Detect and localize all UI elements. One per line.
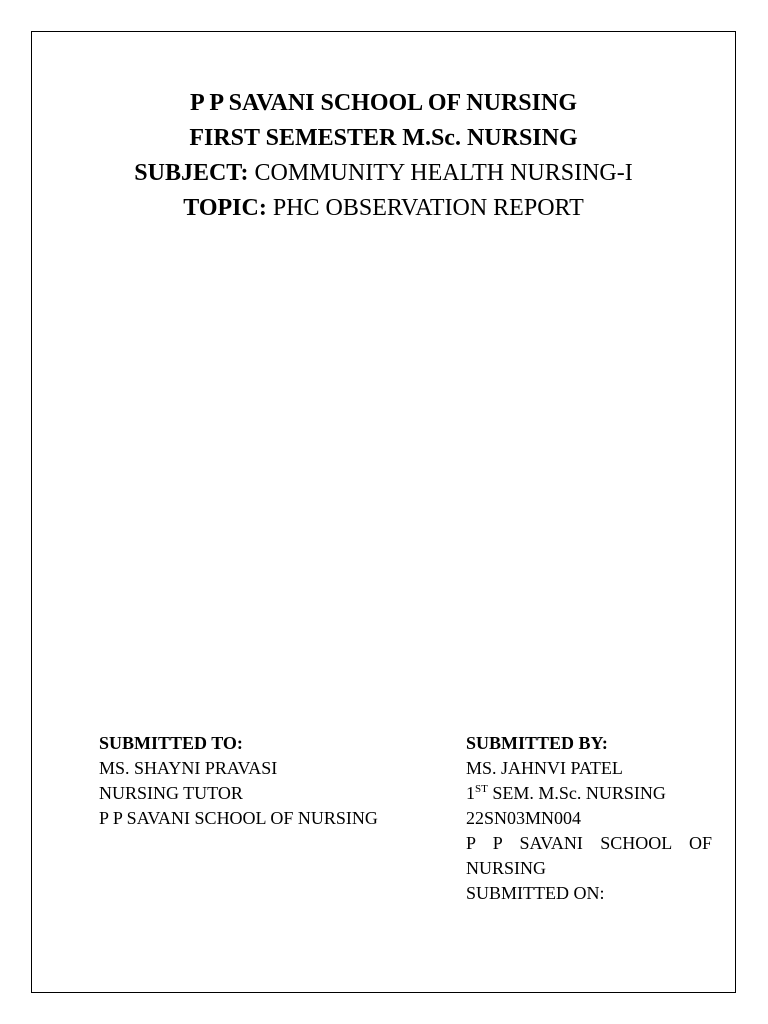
submitted-to-block [99, 731, 439, 831]
topic-label: TOPIC: [183, 195, 267, 221]
submitted-on-label: SUBMITTED ON: [466, 883, 605, 903]
subject-label: SUBJECT: [134, 160, 249, 186]
submitted-to-designation: NURSING TUTOR [99, 783, 243, 803]
submitted-to-heading: SUBMITTED TO: [99, 733, 243, 753]
subject-value: COMMUNITY HEALTH NURSING-I [248, 160, 633, 186]
submitted-by-name: MS. JAHNVI PATEL [466, 758, 623, 778]
school-title: P P SAVANI SCHOOL OF NURSING [190, 90, 577, 116]
semester-rest: SEM. M.Sc. NURSING [487, 783, 666, 803]
subject-line [31, 156, 736, 191]
semester-title: FIRST SEMESTER M.Sc. NURSING [189, 125, 578, 151]
semester-number: 1 [466, 783, 475, 803]
submitted-by-institution-line2: NURSING [466, 858, 547, 878]
submitted-to-name: MS. SHAYNI PRAVASI [99, 758, 278, 778]
submitted-by-heading: SUBMITTED BY: [466, 733, 608, 753]
semester-superscript: ST [475, 783, 488, 795]
topic-value: PHC OBSERVATION REPORT [266, 195, 584, 221]
topic-line [31, 191, 736, 226]
submitted-by-semester [466, 781, 712, 806]
submitted-by-roll-number: 22SN03MN004 [466, 808, 582, 828]
title-block [31, 86, 736, 226]
submitted-by-institution-line1: P P SAVANI SCHOOL OF [466, 833, 712, 853]
submitted-by-block [466, 731, 712, 906]
submitted-to-institution: P P SAVANI SCHOOL OF NURSING [99, 808, 378, 828]
